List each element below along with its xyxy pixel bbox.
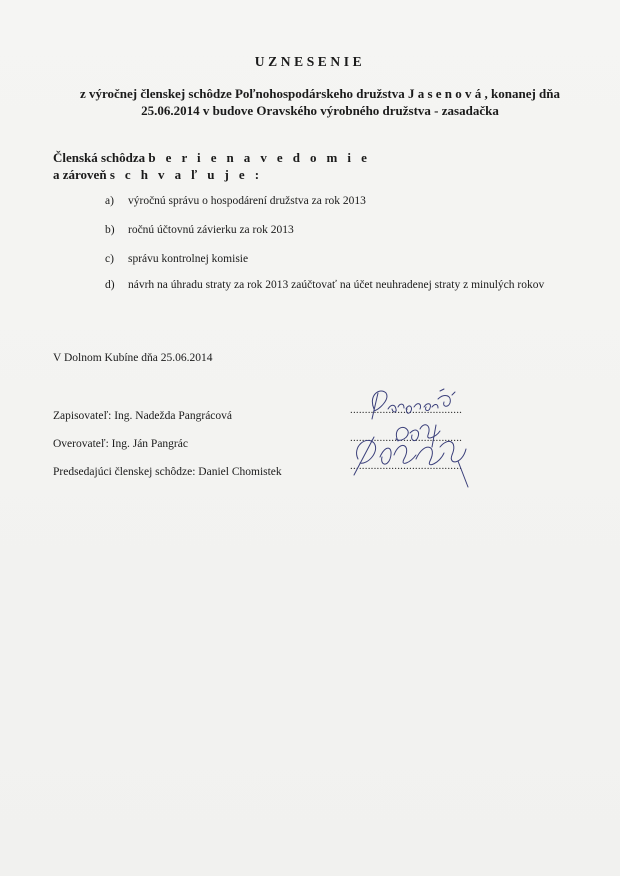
list-item-letter: d) — [105, 279, 115, 291]
list-item-letter: a) — [105, 195, 114, 207]
list-item-text: správu kontrolnej komisie — [128, 253, 249, 265]
handwritten-signatures — [340, 385, 480, 490]
recorder-label: Zapisovateľ: Ing. Nadežda Pangrácová — [53, 410, 233, 422]
signature-line-verifier: ...................................... — [350, 432, 463, 444]
subtitle-line-2: 25.06.2014 v budove Oravského výrobného družstva - zasadačka — [141, 103, 499, 118]
heading-1-spaced: b e r i e n a v e d o m i e — [148, 150, 371, 165]
resolution-heading-2 — [53, 166, 262, 183]
list-item-text: návrh na úhradu straty za rok 2013 zaúčtovať na účet neuhradenej straty z minulých rokov — [128, 279, 545, 291]
signature-line-recorder: ...................................... — [350, 404, 463, 416]
list-item-letter: c) — [105, 253, 114, 265]
resolution-heading-1 — [53, 149, 370, 166]
list-item — [105, 193, 565, 209]
heading-2-prefix: a zároveň — [53, 167, 110, 182]
list-item-text: ročnú účtovnú závierku za rok 2013 — [128, 224, 294, 236]
list-item — [105, 277, 565, 293]
chairman-label: Predsedajúci členskej schôdze: Daniel Chomistek — [53, 466, 282, 478]
list-item — [105, 251, 565, 267]
list-item — [105, 222, 565, 238]
list-item-letter: b) — [105, 224, 115, 236]
signature-line-chairman: ...................................... — [350, 460, 463, 472]
document-title: UZNESENIE — [254, 54, 366, 69]
heading-2-spaced: s c h v a ľ u j e : — [109, 167, 263, 182]
heading-1-prefix: Členská schôdza — [53, 150, 149, 165]
subtitle-line-1: z výročnej členskej schôdze Poľnohospodárskeho družstva J a s e n o v á , konanej dňa — [79, 86, 561, 101]
place-and-date: V Dolnom Kubíne dňa 25.06.2014 — [53, 352, 213, 364]
verifier-label: Overovateľ: Ing. Ján Pangrác — [53, 438, 188, 450]
list-item-text: výročnú správu o hospodárení družstva za rok 2013 — [128, 195, 366, 207]
